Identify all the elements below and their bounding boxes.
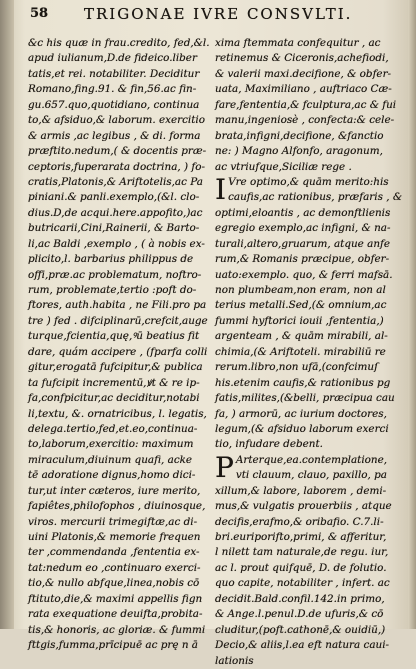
text-line: uata, Maximiliano , auftriaco Cæ- xyxy=(215,83,392,96)
text-line: cratis,Platonis,& Ariftotelis,ac Pa xyxy=(28,175,203,188)
text-line: turque,fcientia,quę,ꝰū beatius fit xyxy=(28,330,200,343)
text-line: fa,confpicitur,ac deciditur,notabi xyxy=(28,392,200,405)
text-line: to,laborum,exercitio: maximum xyxy=(28,438,194,451)
text-line: retinemus & Ciceronis,achefiodi, xyxy=(215,52,389,65)
text-line: cluditur,(poft.cathonē,& ouidiū,) xyxy=(215,623,386,636)
text-line: tis,& honoris, ac gloriæ. & fummi xyxy=(28,623,206,636)
text-line: non plumbeam,non eram, non al xyxy=(215,284,386,296)
text-line: l nilett tam naturale,de regu. iur, xyxy=(215,546,389,559)
text-line: decidit.Bald.confil.142.in primo, xyxy=(215,592,385,605)
text-line: ta fufcipit incrementū,ꝟt & re ip- xyxy=(28,376,200,389)
text-line: & armis ,ac legibus , & di. forma xyxy=(28,129,201,142)
text-line: caufis,ac rationibus, præfaris , & xyxy=(228,191,403,204)
text-line: ftituto,die,& maximi appellis fign xyxy=(28,592,203,605)
text-line: Vre optimo,& quām merito:his xyxy=(228,175,389,188)
text-line: chimia,(& Ariftoteli. mirabiliū re xyxy=(215,345,386,358)
running-head: TRIGONAE IVRE CONSVLTI. xyxy=(84,5,353,23)
text-line: legum,(& afsiduo laborum exerci xyxy=(215,422,389,435)
text-line: uato:exemplo. quo, & ferri mafsā. xyxy=(215,268,393,281)
text-line: tre ) fed . difciplinarū,crefcit,auge xyxy=(28,314,208,327)
text-line: quo capite, notabiliter , infert. ac xyxy=(215,577,390,590)
text-line: to,& afsiduo,& laborum. exercitio xyxy=(28,114,206,127)
text-line: li,textu, &. ornatricibus, l. legatis, xyxy=(28,407,207,420)
page-edge xyxy=(408,0,416,629)
text-line: brata,infigni,decifione, &fanctio xyxy=(215,129,384,142)
text-line: his.etenim caufis,& rationibus pg xyxy=(215,376,391,389)
text-line: xima ftemmata confequitur , ac xyxy=(215,37,381,49)
text-line: gu.657.quo,quotidiano, continua xyxy=(28,98,200,111)
text-line: miraculum,diuinum quafi, acke xyxy=(28,453,193,466)
text-line: fapiêtes,philofophos , diuinosque, xyxy=(28,500,206,513)
text-line: Romano,fing.91. & fin,56.ac fin- xyxy=(28,83,197,96)
text-line: lationis xyxy=(215,654,254,667)
drop-capital: P xyxy=(215,450,234,484)
text-line: uini Platonis,& memorie frequen xyxy=(28,531,201,543)
text-line: rata exequatione deuifta,probita- xyxy=(28,608,203,621)
text-line: tio, infudare debent. xyxy=(215,438,323,451)
text-line: tē adoratione dignus,homo dici- xyxy=(28,469,196,482)
text-line: gitur,erogatā fufcipitur,& publica xyxy=(28,361,203,374)
text-line: plicito,l. barbarius philippus de xyxy=(28,253,194,266)
text-line: dare, quám accipere , (fparfa colli xyxy=(28,345,208,358)
text-line: & valerii maxi.decifione, & obfer- xyxy=(215,67,392,80)
text-line: dius.D,de acqui.here.appofito,)ac xyxy=(28,206,203,219)
text-line: fare,fententia,& fculptura,ac & fui xyxy=(215,98,397,111)
text-line: delega.tertio,fed,et.eo,continua- xyxy=(28,422,198,435)
text-line: fummi hyftorici iouii ,fententia,) xyxy=(215,314,384,327)
text-line: & Ange.l.penul.D.de ufuris,& cō xyxy=(215,608,384,621)
paragraph-3 xyxy=(215,450,393,669)
text-line: xillum,& labore, laborem , demi- xyxy=(215,484,387,497)
paragraph-1 xyxy=(215,36,397,175)
text-line: rum,& Romanis præcipue, obfer- xyxy=(215,253,390,266)
text-line: egregio exemplo,ac infigni, & na- xyxy=(215,222,391,235)
right-column xyxy=(215,36,403,669)
text-line: manu,ingeniosè , confecta:& cele- xyxy=(215,114,395,127)
text-line: bri.euriporifto,primi, & afferitur, xyxy=(215,531,387,543)
text-line: optimi,eloantis , ac demonftlienis xyxy=(215,206,391,219)
binding-gutter xyxy=(0,0,14,629)
text-line: decifis,erafmo,& oribafio. C.7.li- xyxy=(215,515,384,528)
text-line: butricarii,Cini,Rainerii, & Barto- xyxy=(28,222,200,235)
text-line: ftores, auth.habita , ne Fili.pro pa xyxy=(28,299,207,312)
text-line: piniani.& panli.exemplo,(&l. clo- xyxy=(28,191,200,204)
text-line: &c his quæ in frau.credito, fed,&l. xyxy=(28,37,210,49)
text-line: mus,& vulgatis prouerbiis , atque xyxy=(215,500,392,513)
text-line: ter ,commendanda ,fententia ex- xyxy=(28,546,200,559)
page-header xyxy=(30,4,390,32)
text-line: Arterque,ea.contemplatione, xyxy=(235,453,388,466)
text-line: viros. mercurii trimegiftæ,ac di- xyxy=(28,515,198,528)
text-line: offi,præ.ac problematum, noftro- xyxy=(28,268,202,281)
text-line: ac vtriufque,Siciliæ rege . xyxy=(215,160,352,173)
text-line: terius metalli.Sed,(& omnium,ac xyxy=(215,299,387,312)
text-line: tio,& nullo abfque,linea,nobis cō xyxy=(28,577,200,590)
text-line: tatis,et rei. notabiliter. Deciditur xyxy=(28,67,200,80)
text-line: turali,altero,gruarum, atque anfe xyxy=(215,237,391,250)
text-line: vti clauum, clauo, paxillo, pa xyxy=(235,469,387,482)
text-line: fttgis,fumma,prīcipuē ac prę n ā xyxy=(28,639,199,652)
text-line: rerum.libro,non ufā,(confcimuſ xyxy=(215,361,378,374)
text-line: ceptoris,fuperarata doctrina, ) fo- xyxy=(28,160,205,173)
text-line: rum, problemate,tertio :poft do- xyxy=(28,284,197,296)
left-column xyxy=(28,36,210,654)
text-line: apud iulianum,D.de fideico.liber xyxy=(28,52,197,65)
drop-capital: I xyxy=(215,172,227,206)
text-line: tur,ut inter cæteros, iure merito, xyxy=(28,484,201,497)
text-line: præftito.nedum,( & docentis præ- xyxy=(28,145,207,158)
text-line: ne: ) Magno Alfonfo, aragonum, xyxy=(215,145,383,158)
text-line: tat:nedum eo ,continuaro exerci- xyxy=(28,561,201,574)
text-line: li,ac Baldi ,exemplo , ( à nobis ex- xyxy=(28,237,205,250)
text-line: fatis,milites,(&belli, præcipua cau xyxy=(215,392,395,405)
text-line: Decio,& aliis,l.ea eft natura caui- xyxy=(215,639,390,652)
text-line: argenteam , & quām mirabili, al- xyxy=(215,330,388,343)
text-line: fa, ) armorū, ac iurium doctores, xyxy=(215,407,387,420)
folio-number: 58 xyxy=(30,6,49,21)
paragraph-2 xyxy=(215,172,403,453)
text-line: ac l. prout quifquē, D. de folutio. xyxy=(215,561,387,574)
